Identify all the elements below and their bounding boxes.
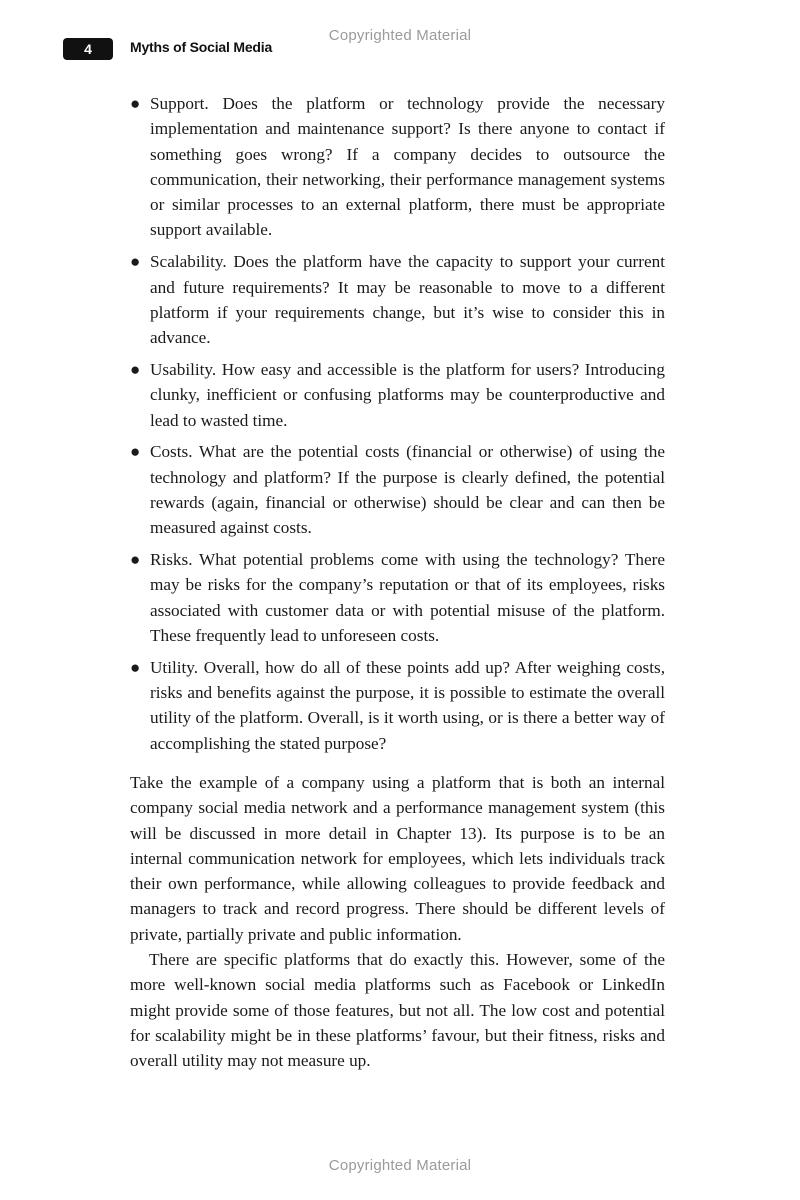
bullet-dot-icon: ● — [130, 359, 141, 379]
bullet-item-costs — [130, 439, 665, 540]
bullet-text: Utility. Overall, how do all of these points add up? After weighing costs, risks and benefits against the purpose, it is possible to estimate the overall utility of the platform. Overall, is it worth using, or is there a better way of accomplishing the stated purpose? — [150, 657, 665, 753]
bullet-dot-icon: ● — [130, 550, 141, 570]
bullet-text: Support. Does the platform or technology provide the necessary implementation and maintenance support? Is there anyone to contact if something goes wrong? If a company decides to outsource the communication, their networking, their performance management systems or similar processes to an external platform, there must be appropriate support available. — [150, 94, 665, 240]
criteria-bullet-list — [130, 91, 665, 756]
bullet-item-utility — [130, 655, 665, 756]
copyright-watermark-bottom: Copyrighted Material — [328, 1157, 472, 1174]
body-paragraph-platforms: There are specific platforms that do exactly this. However, some of the more well-known social media platforms such as Facebook or LinkedIn might provide some of those features, but not all. The low cost and potential for scalability might be in these platforms’ favour, but their fitness, risks and overall utility may not measure up. — [130, 950, 665, 1071]
bullet-text: Usability. How easy and accessible is the platform for users? Introducing clunky, inefficient or confusing platforms may be counterproductive and lead to wasted time. — [150, 359, 665, 430]
bullet-dot-icon: ● — [130, 442, 141, 462]
bullet-item-support — [130, 91, 665, 243]
body-paragraph-example: Take the example of a company using a platform that is both an internal company social media network and a performance management system (this will be discussed in more detail in Chapter 13). Its purpose is to be an internal communication network for employees, which lets individuals track their own performance, while allowing colleagues to provide feedback and managers to track and record progress. There should be different levels of private, partially private and public information. — [130, 772, 665, 944]
bullet-dot-icon: ● — [130, 252, 141, 272]
bullet-text: Scalability. Does the platform have the capacity to support your current and future requirements? It may be reasonable to move to a different platform if your requirements change, but it’s wise to consider this in advance. — [150, 252, 665, 348]
bullet-text: Risks. What potential problems come with using the technology? There may be risks for the company’s reputation or that of its employees, risks associated with customer data or with potential misuse of the platform. These frequently lead to unforeseen costs. — [150, 550, 665, 645]
copyright-watermark-top: Copyrighted Material — [328, 27, 472, 44]
bullet-text: Costs. What are the potential costs (financial or otherwise) of using the technology and platform? If the purpose is clearly defined, the potential rewards (again, financial or otherwise) should be clear and can then be measured against costs. — [150, 442, 665, 538]
bullet-item-usability — [130, 357, 665, 433]
bullet-item-risks — [130, 547, 665, 648]
bullet-dot-icon: ● — [130, 657, 141, 677]
page-body — [130, 91, 665, 1073]
bullet-dot-icon: ● — [130, 94, 141, 113]
running-header-title: Myths of Social Media — [130, 39, 273, 55]
bullet-item-scalability — [130, 249, 665, 350]
page-number: 4 — [63, 38, 113, 60]
